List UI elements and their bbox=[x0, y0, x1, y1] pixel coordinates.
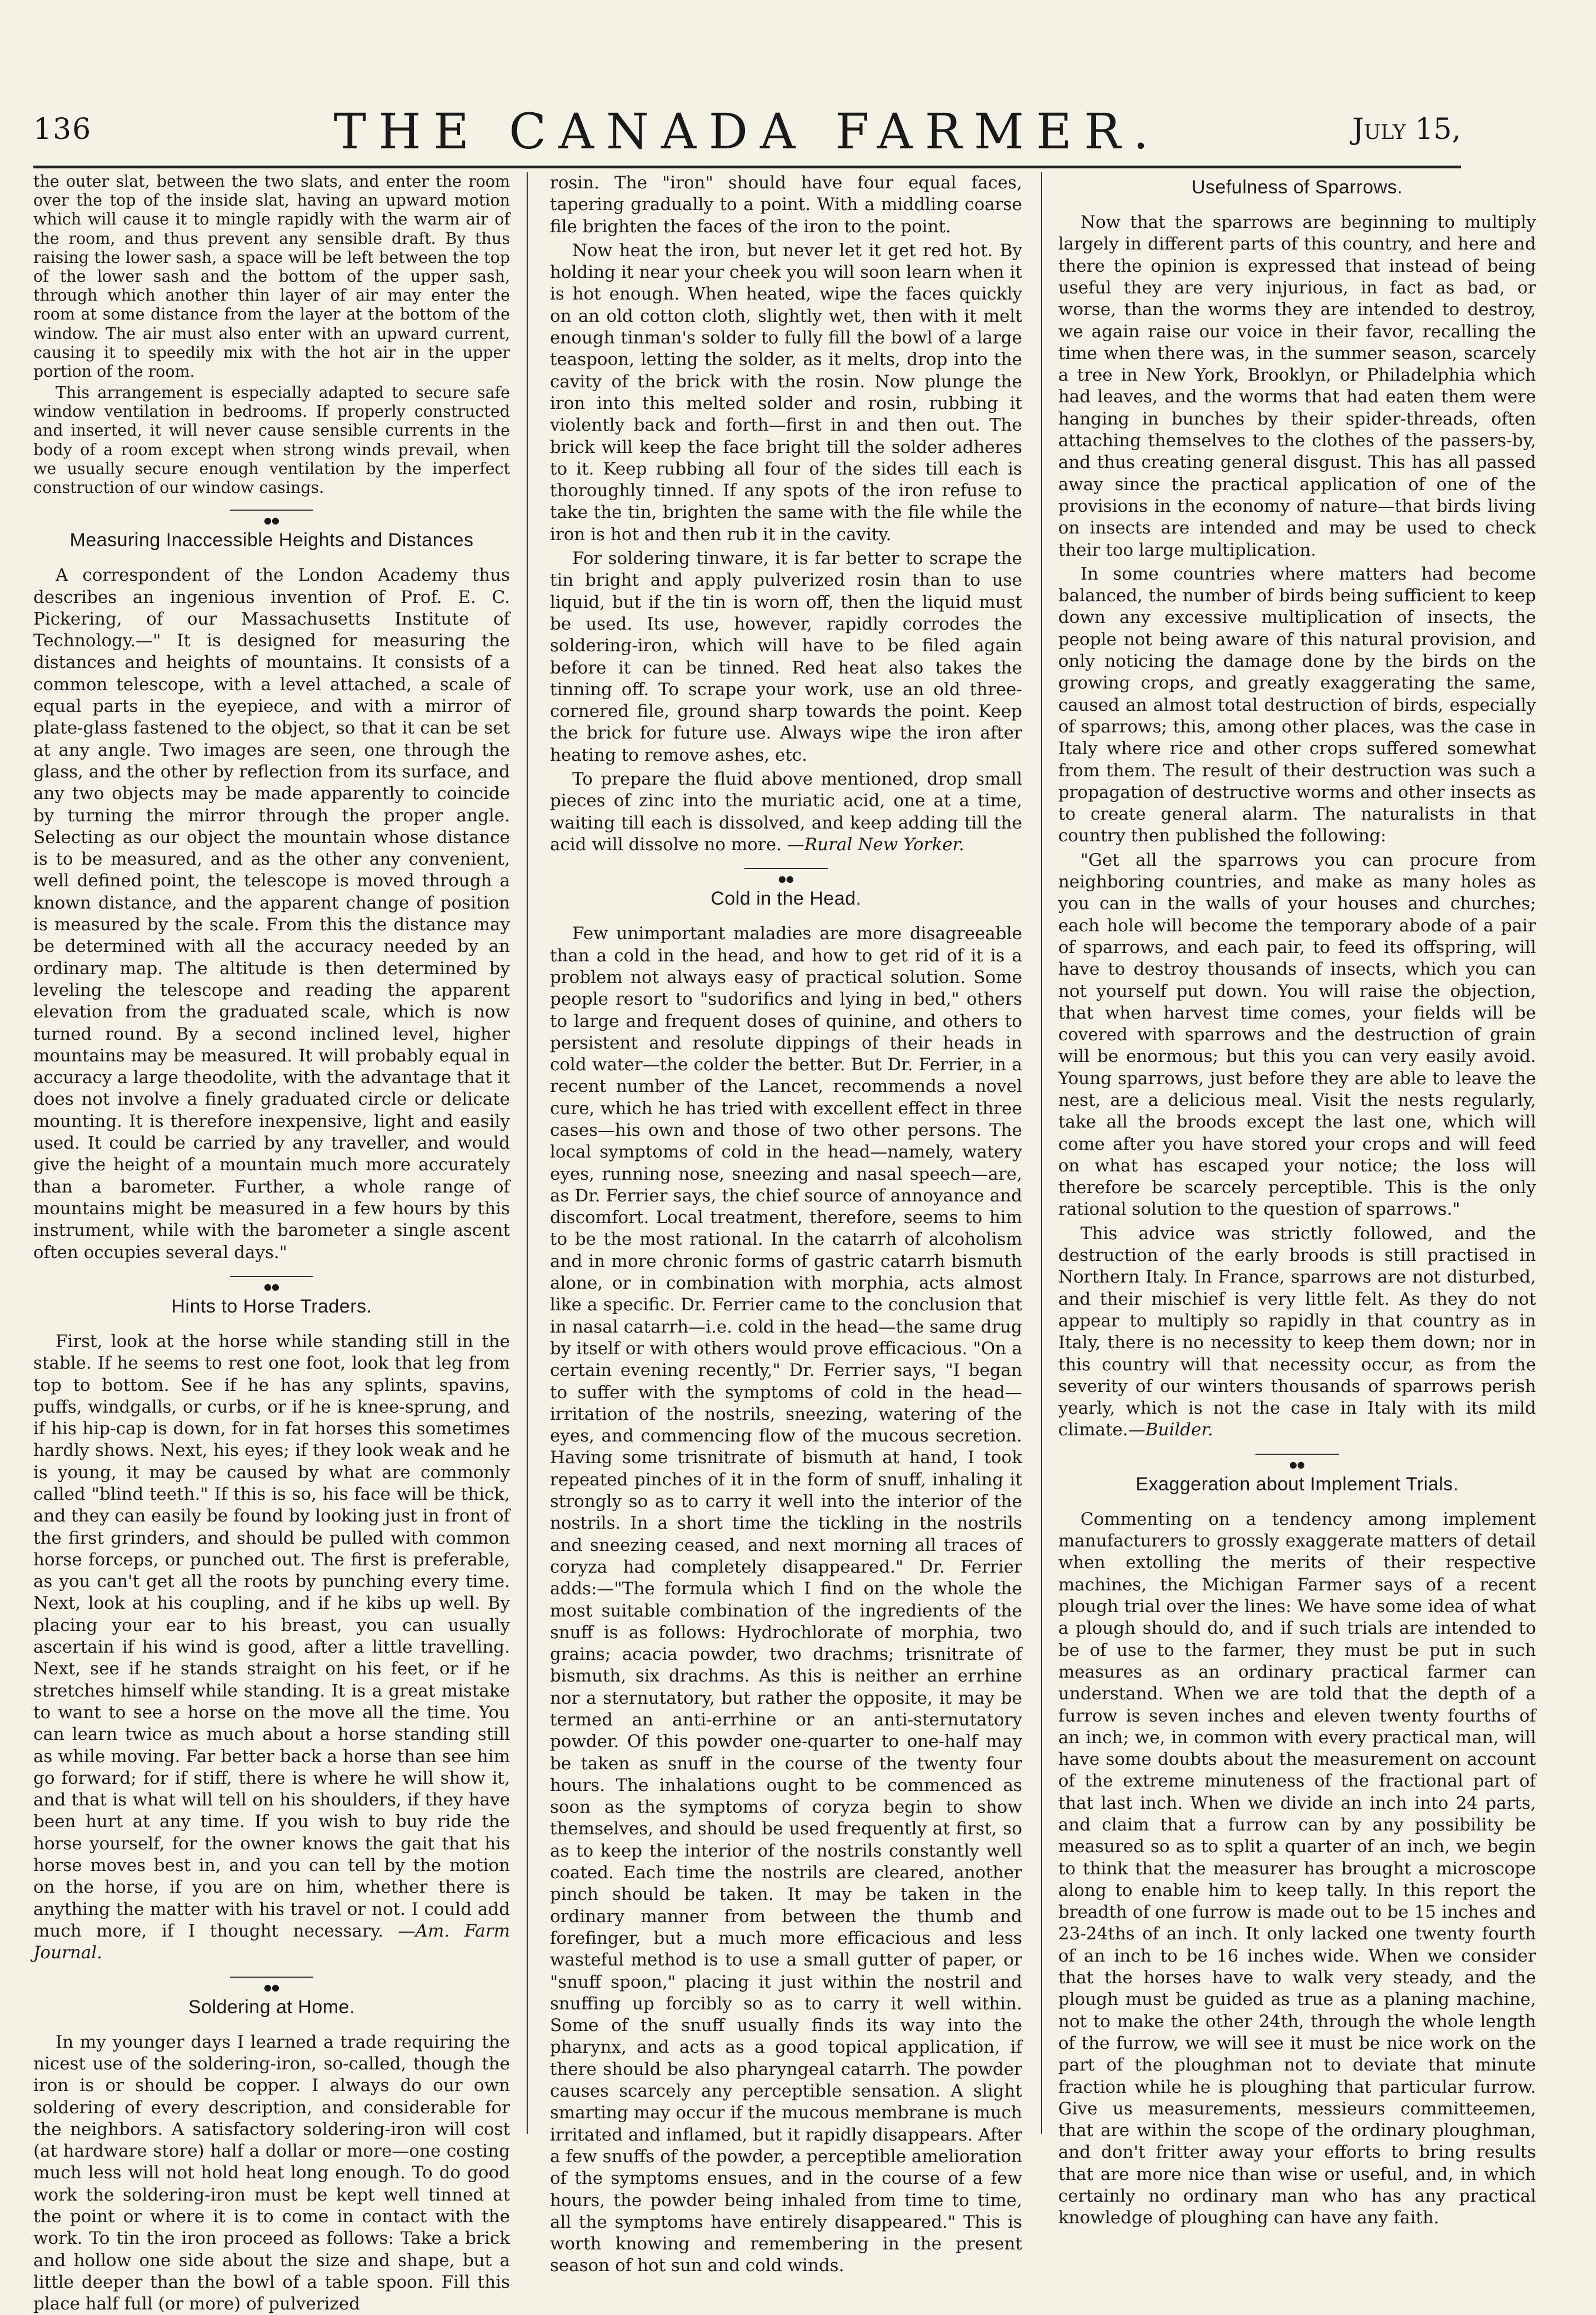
article-paragraph: rosin. The "iron" should have four equal faces, tapering gradually to a point. With a middling coarse file brighten the faces of the iron to the point. bbox=[550, 173, 1022, 237]
column-3 bbox=[1058, 172, 1536, 2228]
column-1 bbox=[33, 172, 511, 2314]
masthead-rule bbox=[33, 166, 1461, 168]
section-separator: ●● bbox=[1058, 1451, 1536, 1457]
article-source: —Rural New Yorker. bbox=[787, 834, 964, 855]
article-paragraph: A correspondent of the London Academy thus describes an ingenious invention of Prof. E. C. Pickering, of our Massachusetts Institute of Technology.—" It is designed for measuring the distances and heights of mountains. It consists of a common telescope, with a level attached, a scale of equal parts in the eyepiece, and with a mirror of plate-glass fastened to the object, so that it can be set at any angle. Two images are seen, one through the glass, and the other by reflection from its surface, and any two objects may be made apparently to coincide by turning the mirror through the proper angle. Selecting as our object the mountain whose distance is to be measured, and as the other any convenient, well defined point, the telescope is moved through a known distance, and the apparent change of position is measured by the scale. From this the distance may be determined with all the accuracy needed by an ordinary map. The altitude is then determined by leveling the telescope and reading the apparent elevation from the graduated scale, which is now turned round. By a second inclined level, higher mountains may be measured. It will probably equal in accuracy a large theodolite, with the advantage that it does not involve a finely graduated circle or delicate mounting. It is therefore inexpensive, light and easily used. It could be carried by any traveller, and would give the height of a mountain much more accurately than a barometer. Further, a whole range of mountains might be measured in a few hours by this instrument, while with the barometer a single ascent often occupies several days." bbox=[33, 565, 510, 1263]
article-paragraph: This arrangement is especially adapted to secure safe window ventilation in bedrooms. If properly constructed and inserted, it will never cause sensible currents in the body of a room except when strong winds prevail, when we usually secure enough ventilation by the imperfect construction of our window casings. bbox=[33, 383, 510, 497]
article-heading: Hints to Horse Traders. bbox=[171, 1295, 372, 1317]
article-source: —Am. Farm Journal. bbox=[33, 1920, 511, 1963]
column-divider bbox=[1041, 172, 1042, 2134]
article-heading: Soldering at Home. bbox=[188, 1996, 356, 2018]
article-paragraph: For soldering tinware, it is far better to scrape the tin bright and apply pulverized rosin than to use liquid, but if the tin is worn off, then the liquid must be used. Its use, however, rapidly corrodes the soldering-iron, which will have to be filed again before it can be tinned. Red heat also takes the tinning off. To scrape your work, use an old three-cornered file, ground sharp towards the point. Keep the brick for future use. Always wipe the iron after heating to remove ashes, etc. bbox=[550, 548, 1022, 765]
article-paragraph: In my younger days I learned a trade requiring the nicest use of the soldering-iron, so-called, though the iron is or should be copper. I always do our own soldering of every description, and considerable for the neighbors. A satisfactory soldering-iron will cost (at hardware store) half a dollar or more—one costing much less will not hold heat long enough. To do good work the soldering-iron must be kept well tinned at the point or where it is to come in contact with the work. To tin the iron proceed as follows: Take a brick and hollow one side about the size and shape, but a little deeper than the bowl of a table spoon. Fill this place half full (or more) of pulverized bbox=[33, 2032, 510, 2314]
section-separator: ●● bbox=[33, 507, 510, 513]
section-separator: ●● bbox=[550, 866, 1022, 871]
article-paragraph: Now that the sparrows are beginning to multiply largely in different parts of this country, and here and there the opinion is expressed that instead of being useful they are very injurious, in fact as bad, or worse, than the worms they are intended to destroy, we again raise our voice in their favor, recalling the time when there was, in the summer season, scarcely a tree in New York, Brooklyn, or Philadelphia which had leaves, and the worms that had eaten them were hanging in bunches by their spider-threads, often attaching themselves to the clothes of the passers-by, and thus creating general disgust. This has all passed away since the practical application of one of the provisions in the economy of nature—that birds living on insects are intended and may be used to check their too large multiplication. bbox=[1058, 212, 1536, 560]
article-heading: Exaggeration about Implement Trials. bbox=[1135, 1473, 1459, 1495]
issue-date: July 15, bbox=[1352, 113, 1461, 146]
article-paragraph: "Get all the sparrows you can procure from neighboring countries, and make as many holes as you can in the walls of your houses and churches; each hole will become the temporary abode of a pair of sparrows, and each pair, to feed its offspring, will have to destroy thousands of insects, which you can not yourself put down. You will raise the objection, that when harvest time comes, your fields will be covered with sparrows and the destruction of grain will be enormous; but this you can very easily avoid. Young sparrows, just before they are able to leave the nest, are a delicious meal. Visit the nests regularly, take all the broods except the last one, which will come after you have stored your crops and will feed on what has escaped your notice; the loss will therefore be scarcely perceptible. This is the only rational solution to the question of sparrows." bbox=[1058, 850, 1536, 1220]
article-source: —Builder. bbox=[1128, 1420, 1213, 1440]
article-paragraph bbox=[1058, 1223, 1536, 1441]
article-heading: Cold in the Head. bbox=[711, 888, 862, 910]
article-text: To prepare the fluid above mentioned, drop small pieces of zinc into the muriatic acid, one at a time, waiting till each is dissolved, and keep adding till the acid will dissolve no more. bbox=[550, 769, 1022, 855]
article-paragraph: In some countries where matters had become balanced, the number of birds being sufficient to keep down any excessive multiplication of insects, the people not being aware of this natural provision, and only noticing the damage done by the birds on the growing crops, and greatly exaggerating the same, caused an almost total destruction of birds, especially of sparrows; this, among other places, was the case in Italy where rice and other crops suffered somewhat from them. The result of their destruction was such a propagation of destructive worms and other insects as to create general alarm. The naturalists in that country then published the following: bbox=[1058, 563, 1536, 846]
page-number: 136 bbox=[33, 113, 92, 146]
section-separator: ●● bbox=[33, 1274, 510, 1279]
article-paragraph: Few unimportant maladies are more disagreeable than a cold in the head, and how to get rid of it is a problem not always easy of practical solution. Some people resort to "sudorifics and lying in bed," others to large and frequent doses of quinine, and others to persistent and resolute dippings of their heads in cold water—the colder the better. But Dr. Ferrier, in a recent number of the Lancet, recommends a novel cure, which he has tried with excellent effect in three cases—his own and those of two other persons. The local symptoms of cold in the head—namely, watery eyes, running nose, sneezing and nasal speech—are, as Dr. Ferrier says, the chief source of annoyance and discomfort. Local treatment, therefore, seems to him to be the most rational. In the catarrh of alcoholism and in more chronic forms of gastric catarrh bismuth alone, or in combination with morphia, acts almost like a specific. Dr. Ferrier came to the conclusion that in nasal catarrh—i.e. cold in the head—the same drug by itself or with others would prove efficacious. "On a certain evening recently," Dr. Ferrier says, "I began to suffer with the symptoms of cold in the head—irritation of the nostrils, sneezing, watering of the eyes, and commencing flow of the mucous secretion. Having some trisnitrate of bismuth at hand, I took repeated pinches of it in the form of snuff, inhaling it strongly so as to carry it well into the interior of the nostrils. In a short time the tickling in the nostrils and sneezing ceased, and next morning all traces of coryza had completely disappeared." Dr. Ferrier adds:—"The formula which I find on the whole the most suitable combination of the ingredients of the snuff is as follows: Hydrochlorate of morphia, two grains; acacia powder, two drachms; trisnitrate of bismuth, six drachms. As this is neither an errhine nor a sternutatory, but rather the opposite, it may be termed an anti-errhine or an anti-sternutatory powder. Of this powder one-quarter to one-half may be taken as snuff in the course of the twenty four hours. The inhalations ought to be commenced as soon as the symptoms of coryza begin to show themselves, and should be used frequently at first, so as to keep the interior of the nostrils constantly well coated. Each time the nostrils are cleared, another pinch should be taken. It may be taken in the ordinary manner from between the thumb and forefinger, but a much more efficacious and less wasteful method is to use a small gutter of paper, or "snuff spoon," placing it just within the nostril and snuffing up forcibly so as to carry it well within. Some of the snuff usually finds its way into the pharynx, and acts as a good topical application, if there should be also pharyngeal catarrh. The powder causes scarcely any perceptible sensation. A slight smarting may occur if the mucous membrane is much irritated and inflamed, but it rapidly disappears. After a few snuffs of the powder, a perceptible amelioration of the symptoms ensues, and in the course of a few hours, the powder being inhaled from time to time, all the symptoms have entirely disappeared." This is worth knowing and remembering in the present season of hot sun and cold winds. bbox=[550, 924, 1022, 2276]
article-paragraph: the outer slat, between the two slats, and enter the room over the top of the inside slat, having an upward motion which will cause it to mingle rapidly with the warm air of the room, and thus prevent any sensible draft. By thus raising the lower sash, a space will be left between the top of the lower sash and the bottom of the upper sash, through which another thin layer of air may enter the room at some distance from the layer at the bottom of the window. The air must also enter with an upward current, causing it to speedily mix with the hot air in the upper portion of the room. bbox=[33, 172, 510, 381]
article-paragraph: Commenting on a tendency among implement manufacturers to grossly exaggerate matters of detail when extolling the merits of their respective machines, the Michigan Farmer says of a recent plough trial over the lines: We have some idea of what a plough should do, and if such trials are intended to be of use to the farmer, they must be put in such measures as an ordinary practical farmer can understand. When we are told that the depth of a furrow is seven inches and eleven twenty fourths of an inch; we, in common with every practical man, will have some doubts about the measurement on account of the extreme minuteness of the fractional part of that last inch. When we divide an inch into 24 parts, and claim that a furrow can by any possibility be measured so as to split a quarter of an inch, we begin to think that the measurer has brought a microscope along to enable him to keep tally. In this report the breadth of one furrow is made out to be 15 inches and 23-24ths of an inch. It only lacked one twenty fourth of an inch to be 16 inches wide. When we consider that the horses have to walk very steady, and the plough must be guided as true as a planing machine, not to make the other 24th, through the whole length of the furrow, we will see it must be nice work on the part of the ploughman not to deviate that minute fraction while he is ploughing that particular furrow. Give us measurements, messieurs committeemen, that are within the scope of the ordinary ploughman, and don't fritter away your efforts to bring results that are more nice than wise or useful, and, in which certainly no ordinary man who has any practical knowledge of ploughing can have any faith. bbox=[1058, 1509, 1536, 2228]
article-text: First, look at the horse while standing still in the stable. If he seems to rest one foot, look that leg from top to bottom. See if he has any splints, spavins, puffs, windgalls, or curbs, or if he is knee-sprung, and if his hip-cap is down, for in fat horses this sometimes hardly shows. Next, his eyes; if they look weak and he is young, it may be caused by what are commonly called "blind teeth." If this is so, his face will be thick, and they can easily be found by looking just in front of the first grinders, and should be pulled with common horse forceps, or punched out. The first is preferable, as you can't get all the roots by punching every time. Next, look at his coupling, and if he kibs up well. By placing your ear to his breast, you can usually ascertain if his wind is good, after a little travelling. Next, see if he stands straight on his feet, or if he stretches himself while standing. It is a great mistake to want to see a horse on the move all the time. You can learn twice as much about a horse standing still as while moving. Far better back a horse than see him go forward; for if stiff, there is where he will show it, and that is what will tell on his shoulders, if they have been hurt at any time. If you wish to buy ride the horse yourself, for the owner knows the gait that his horse moves best in, and you can tell by the motion on the horse, if you are on him, whether there is anything the matter with his travel or not. I could add much more, if I thought necessary. bbox=[33, 1331, 510, 1941]
article-heading: Measuring Inaccessible Heights and Distances bbox=[69, 530, 474, 551]
masthead bbox=[33, 103, 1461, 164]
section-separator: ●● bbox=[33, 1974, 510, 1980]
article-paragraph: Now heat the iron, but never let it get red hot. By holding it near your cheek you will soon learn when it is hot enough. When heated, wipe the faces quickly on an old cotton cloth, slightly wet, then with it melt enough tinman's solder to fully fill the bowl of a large teaspoon, letting the solder, as it melts, drop into the cavity of the brick with the rosin. Now plunge the iron into this melted solder and rosin, rubbing it violently back and forth—first in and then out. The brick will keep the face bright till the solder adheres to it. Keep rubbing all four of the sides till each is thoroughly tinned. If any spots of the iron refuse to take the tin, brighten the same with the file while the iron is hot and then rub it in the cavity. bbox=[550, 240, 1022, 545]
article-text: This advice was strictly followed, and the destruction of the early broods is still practised in Northern Italy. In France, sparrows are not disturbed, and their mischief is very little felt. As they do not appear to multiply so rapidly in that country as in Italy, there is no necessity to keep them down; nor in this country will that necessity occur, as from the severity of our winters thousands of sparrows perish yearly, which is not the case in Italy with its mild climate. bbox=[1058, 1223, 1536, 1440]
article-paragraph bbox=[550, 769, 1022, 856]
article-heading: Usefulness of Sparrows. bbox=[1192, 177, 1403, 198]
article-paragraph bbox=[33, 1331, 510, 1964]
column-2 bbox=[550, 172, 1022, 2276]
column-divider bbox=[527, 172, 528, 2134]
newspaper-title: THE CANADA FARMER. bbox=[333, 103, 1161, 160]
